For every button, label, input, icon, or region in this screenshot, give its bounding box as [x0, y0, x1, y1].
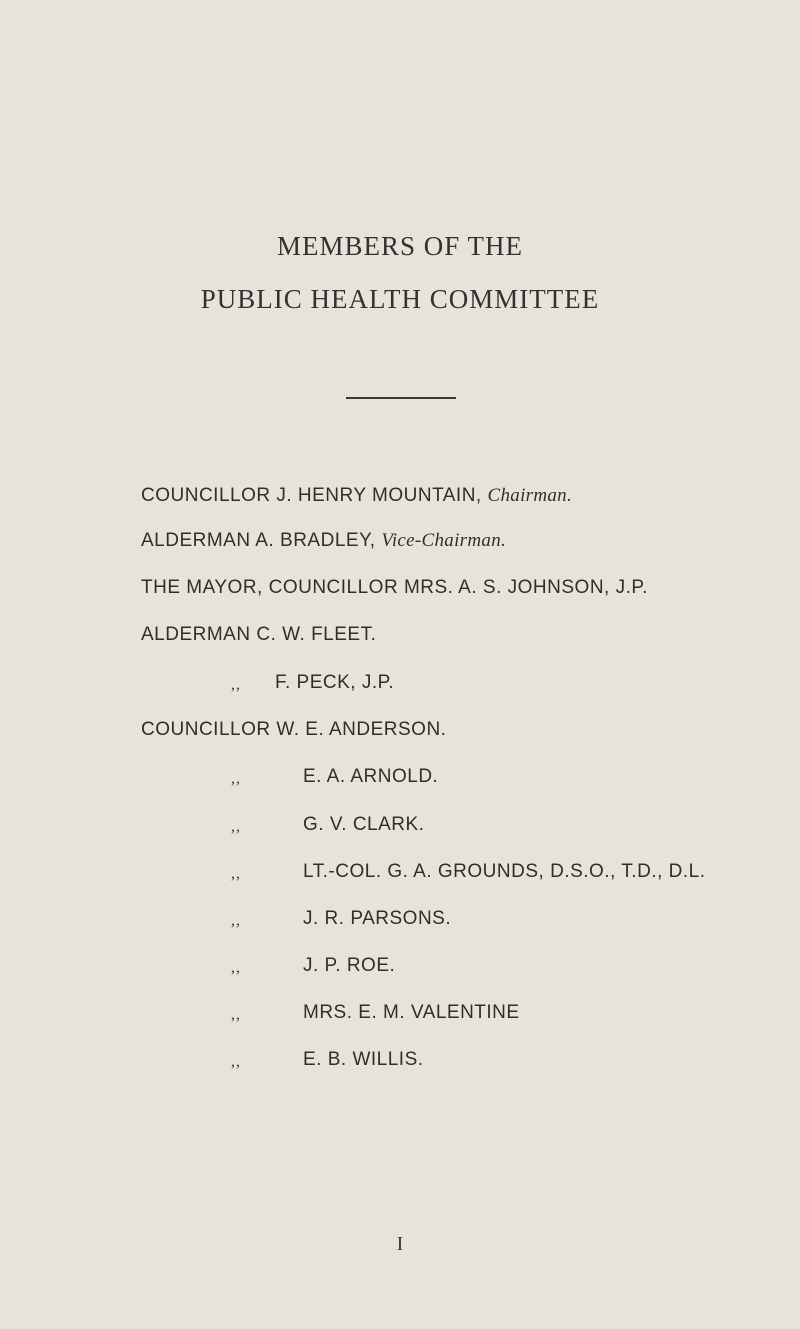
- member-row: [141, 576, 648, 600]
- ditto-mark: ,,: [231, 818, 241, 835]
- member-row: [275, 671, 394, 695]
- member-row: [303, 1001, 520, 1025]
- member-row: [141, 623, 376, 647]
- member-name: E. A. ARNOLD.: [303, 766, 439, 787]
- ditto-mark: ,,: [231, 676, 241, 693]
- member-role: Chairman.: [487, 485, 573, 506]
- ditto-mark: ,,: [231, 1053, 241, 1070]
- member-name: COUNCILLOR J. HENRY MOUNTAIN,: [141, 485, 488, 506]
- member-row-vice-chairman: [141, 529, 506, 553]
- member-row: [303, 860, 705, 884]
- member-name: LT.-COL. G. A. GROUNDS, D.S.O., T.D., D.L.: [303, 861, 706, 882]
- member-role: Vice-Chairman.: [381, 530, 507, 551]
- member-name: J. R. PARSONS.: [303, 908, 452, 929]
- member-name: ALDERMAN A. BRADLEY,: [141, 530, 382, 551]
- member-name: ALDERMAN C. W. FLEET.: [141, 624, 377, 645]
- member-name: F. PECK, J.P.: [275, 672, 395, 693]
- ditto-mark: ,,: [231, 865, 241, 882]
- page-number: I: [396, 1233, 404, 1255]
- member-row: [303, 907, 451, 931]
- member-row: [303, 765, 438, 789]
- member-row-chairman: [141, 484, 572, 508]
- ditto-mark: ,,: [231, 959, 241, 976]
- ditto-mark: ,,: [231, 912, 241, 929]
- ditto-mark: ,,: [231, 1006, 241, 1023]
- member-row: [303, 1048, 424, 1072]
- member-name: THE MAYOR, COUNCILLOR MRS. A. S. JOHNSON, J.P.: [141, 577, 648, 598]
- ditto-mark: ,,: [231, 770, 241, 787]
- member-name: COUNCILLOR W. E. ANDERSON.: [141, 719, 447, 740]
- member-name: J. P. ROE.: [303, 955, 396, 976]
- member-name: E. B. WILLIS.: [303, 1049, 424, 1070]
- member-row: [303, 813, 424, 837]
- divider-rule: [346, 397, 456, 399]
- member-row: [303, 954, 395, 978]
- title-line-2: PUBLIC HEALTH COMMITTEE: [200, 284, 600, 314]
- title-line-1: MEMBERS OF THE: [276, 231, 524, 261]
- member-row: [141, 718, 446, 742]
- member-name: MRS. E. M. VALENTINE: [303, 1002, 520, 1023]
- member-name: G. V. CLARK.: [303, 814, 425, 835]
